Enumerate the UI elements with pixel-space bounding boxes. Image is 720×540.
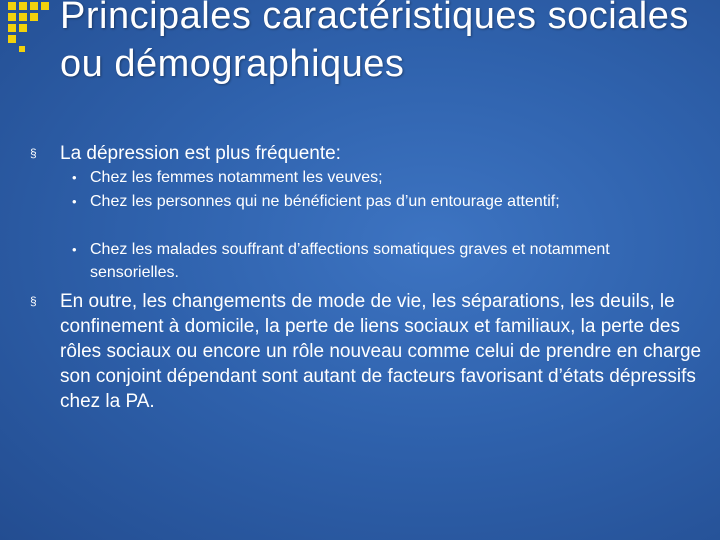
bullet-item <box>30 289 710 414</box>
sub-bullet-text: Chez les malades souffrant d’affections somatiques graves et notamment sensorielles. <box>90 241 610 281</box>
bullet-marker: § <box>30 294 37 308</box>
bullet-text: En outre, les changements de mode de vie, les séparations, les deuils, le confinement à domicile, la perte de liens sociaux et familiaux, la perte des rôles sociaux ou encore un rôle nouveau comme celui de prendre en charge son conjoint dépendant sont autant de facteurs favorisant d’états dépressifs chez la PA. <box>60 291 702 412</box>
sub-bullet-item <box>72 190 692 213</box>
sub-bullet-text: Chez les femmes notamment les veuves; <box>90 169 383 186</box>
slide-title: Principales caractéristiques sociales ou démographiques <box>60 0 689 85</box>
bullet-item <box>30 141 710 166</box>
sub-bullet-marker: • <box>72 170 77 185</box>
sub-bullet-marker: • <box>72 242 77 257</box>
sub-bullet-text: Chez les personnes qui ne bénéficient pas d’un entourage attentif; <box>90 193 560 210</box>
squares-logo-icon <box>8 2 50 60</box>
sub-bullet-item <box>72 166 692 189</box>
bullet-text: La dépression est plus fréquente: <box>60 143 341 164</box>
sub-bullet-item <box>72 238 692 284</box>
sub-bullet-marker: • <box>72 194 77 209</box>
bullet-marker: § <box>30 146 37 160</box>
